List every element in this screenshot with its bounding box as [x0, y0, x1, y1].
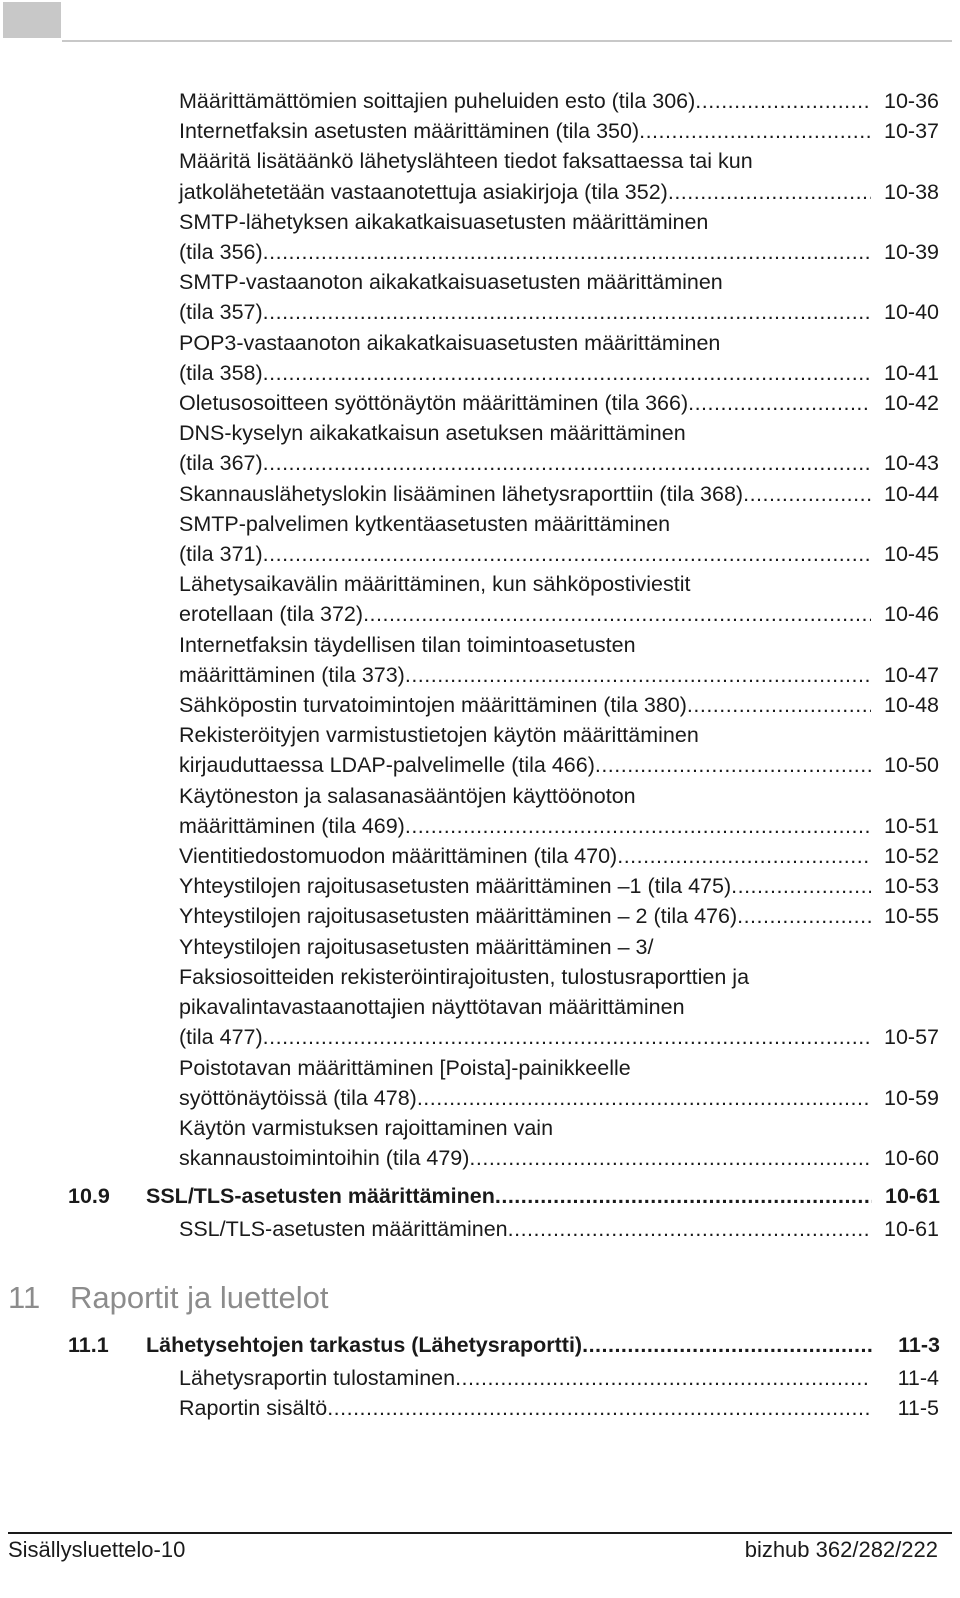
entry-title-line: Lähetysaikavälin määrittäminen, kun sähköpostiviestit [179, 572, 691, 597]
entry-title-line: SMTP-lähetyksen aikakatkaisuasetusten määrittäminen [179, 209, 709, 234]
entry-title-line: (tila 371) [179, 542, 263, 567]
entry-last-line [179, 479, 939, 509]
dot-leader [595, 750, 871, 780]
entry-title-line: (tila 367) [179, 451, 263, 476]
toc-entry-ssl-tls[interactable] [179, 1217, 939, 1242]
header-rule [62, 40, 952, 42]
entry-last-line [179, 237, 939, 267]
dot-leader [327, 1396, 871, 1421]
entry-title-line: (tila 357) [179, 300, 263, 325]
entry-title-line: jatkolähetetään vastaanotettuja asiakirjoja (tila 352) [179, 179, 668, 204]
dot-leader [731, 871, 871, 901]
entry-page: 10-37 [884, 119, 939, 144]
entry-title-line: Internetfaksin täydellisen tilan toimintoasetusten [179, 632, 636, 657]
dot-leader [363, 599, 871, 629]
entry-last-line [179, 539, 939, 569]
entry-page: 10-50 [884, 753, 939, 778]
dot-leader [639, 116, 871, 146]
toc-entry[interactable] [179, 841, 939, 871]
dot-leader [263, 358, 871, 388]
section-title: SSL/TLS-asetusten määrittäminen [146, 1184, 495, 1208]
dot-leader [582, 1333, 872, 1358]
entry-title-line: Faksiosoitteiden rekisteröintirajoitusten, tulostusraporttien ja [179, 964, 750, 989]
entry-title-line: SMTP-vastaanoton aikakatkaisuasetusten määrittäminen [179, 270, 723, 295]
toc-section-11-1[interactable] [68, 1333, 940, 1358]
toc-entry[interactable] [179, 901, 939, 931]
section-page: 11-3 [898, 1333, 940, 1357]
toc-entries-10-8 [0, 86, 960, 1173]
entry-page: 10-43 [884, 451, 939, 476]
entry-title: SSL/TLS-asetusten määrittäminen [179, 1217, 508, 1241]
chapter-number: 11 [8, 1280, 41, 1315]
toc-entry[interactable] [179, 479, 939, 509]
toc-entry[interactable] [179, 720, 939, 780]
entry-last-line [179, 750, 939, 780]
entry-page: 10-47 [884, 662, 939, 687]
section-number: 11.1 [68, 1333, 109, 1357]
toc-entry[interactable] [179, 86, 939, 116]
entry-last-line [179, 86, 939, 116]
entry-title-line: Skannauslähetyslokin lisääminen lähetysraporttiin (tila 368) [179, 481, 744, 506]
section-title: Lähetysehtojen tarkastus (Lähetysraportti) [146, 1333, 583, 1357]
entry-title-line: syöttönäytöissä (tila 478) [179, 1085, 417, 1110]
entry-last-line [179, 358, 939, 388]
entry-last-line [179, 1022, 939, 1052]
toc-entry[interactable] [179, 871, 939, 901]
entry-title-line: (tila 477) [179, 1025, 263, 1050]
toc-entry[interactable] [179, 418, 939, 478]
entry-page: 10-52 [884, 844, 939, 869]
toc-section-10-9[interactable] [68, 1184, 940, 1209]
entry-title-line: Rekisteröityjen varmistustietojen käytön määrittäminen [179, 723, 699, 748]
entry-page: 10-59 [884, 1085, 939, 1110]
entry-title-line: Internetfaksin asetusten määrittäminen (tila 350) [179, 119, 640, 144]
entry-last-line [179, 690, 939, 720]
toc-entry[interactable] [179, 267, 939, 327]
entry-title-line: Vientitiedostomuodon määrittäminen (tila 470) [179, 844, 618, 869]
section-page: 10-61 [885, 1184, 940, 1208]
toc-entry-report-contents[interactable] [179, 1396, 939, 1421]
toc-entry[interactable] [179, 1113, 939, 1173]
toc-entry[interactable] [179, 781, 939, 841]
entry-last-line [179, 871, 939, 901]
entry-last-line [179, 448, 939, 478]
entry-page: 10-36 [884, 89, 939, 113]
entry-title-line: määrittäminen (tila 469) [179, 813, 405, 838]
dot-leader [495, 1184, 872, 1209]
entry-last-line [179, 901, 939, 931]
chapter-heading[interactable] [8, 1280, 328, 1316]
toc-entry[interactable] [179, 146, 939, 206]
entry-page: 10-55 [884, 904, 939, 929]
entry-page: 11-4 [897, 1366, 939, 1390]
entry-page: 10-40 [884, 300, 939, 325]
entry-last-line [179, 116, 939, 146]
toc-entry[interactable] [179, 388, 939, 418]
entry-title-line: POP3-vastaanoton aikakatkaisuasetusten määrittäminen [179, 330, 721, 355]
entry-page: 10-60 [884, 1146, 939, 1171]
entry-page: 10-46 [884, 602, 939, 627]
entry-page: 10-44 [884, 481, 939, 506]
toc-entry[interactable] [179, 932, 939, 1053]
entry-title-line: Käytön varmistuksen rajoittaminen vain [179, 1115, 554, 1140]
dot-leader [263, 539, 871, 569]
entry-title-line: skannaustoimintoihin (tila 479) [179, 1146, 470, 1171]
dot-leader [417, 1083, 871, 1113]
toc-entry[interactable] [179, 116, 939, 146]
dot-leader [668, 177, 871, 207]
entry-title-line: Määrittämättömien soittajien puheluiden esto (tila 306) [179, 89, 696, 113]
entry-page: 10-38 [884, 179, 939, 204]
dot-leader [405, 811, 871, 841]
toc-entry[interactable] [179, 1053, 939, 1113]
entry-page: 10-51 [884, 813, 939, 838]
dot-leader [687, 690, 871, 720]
entry-title-line: Oletusosoitteen syöttönäytön määrittäminen (tila 366) [179, 391, 689, 416]
entry-title: Lähetysraportin tulostaminen [179, 1366, 456, 1390]
dot-leader [455, 1366, 871, 1391]
dot-leader [737, 901, 871, 931]
entry-last-line [179, 177, 939, 207]
entry-last-line [179, 811, 939, 841]
toc-entry[interactable] [179, 207, 939, 267]
entry-page: 10-57 [884, 1025, 939, 1050]
entry-title-line: Käytöneston ja salasanasääntöjen käyttöönoton [179, 783, 636, 808]
entry-page: 10-61 [884, 1217, 939, 1241]
toc-entry[interactable] [179, 630, 939, 690]
entry-title-line: määrittäminen (tila 373) [179, 662, 405, 687]
entry-page: 10-53 [884, 874, 939, 899]
dot-leader [508, 1217, 871, 1242]
toc-entry[interactable] [179, 569, 939, 629]
dot-leader [743, 479, 871, 509]
entry-page: 10-42 [884, 391, 939, 416]
entry-last-line [179, 297, 939, 327]
dot-leader [617, 841, 871, 871]
entry-title: Raportin sisältö [179, 1396, 328, 1420]
toc-entry[interactable] [179, 690, 939, 720]
entry-title-line: erotellaan (tila 372) [179, 602, 364, 627]
chapter-title: Raportit ja luettelot [70, 1280, 329, 1315]
entry-title-line: Poistotavan määrittäminen [Poista]-painikkeelle [179, 1055, 631, 1080]
entry-page: 10-41 [884, 360, 939, 385]
entry-title-line: Määritä lisätäänkö lähetyslähteen tiedot faksattaessa tai kun [179, 149, 753, 174]
entry-title-line: DNS-kyselyn aikakatkaisun asetuksen määrittäminen [179, 421, 686, 446]
entry-last-line [179, 388, 939, 418]
footer-product-name: bizhub 362/282/222 [744, 1537, 938, 1562]
entry-page: 10-39 [884, 240, 939, 265]
section-number: 10.9 [68, 1184, 110, 1208]
footer-page-label: Sisällysluettelo-10 [8, 1537, 186, 1562]
entry-title-line: (tila 356) [179, 240, 263, 265]
entry-title-line: Yhteystilojen rajoitusasetusten määrittäminen –1 (tila 475) [179, 874, 732, 899]
entry-last-line [179, 1083, 939, 1113]
dot-leader [688, 388, 871, 418]
footer-rule [8, 1532, 952, 1534]
entry-last-line [179, 599, 939, 629]
dot-leader [695, 86, 871, 116]
entry-title-line: Yhteystilojen rajoitusasetusten määrittäminen – 3/ [179, 934, 654, 959]
header-tab-block [3, 2, 61, 38]
dot-leader [263, 237, 871, 267]
toc-entry[interactable] [179, 509, 939, 569]
dot-leader [263, 448, 871, 478]
entry-page: 10-48 [884, 693, 939, 718]
entry-title-line: pikavalintavastaanottajien näyttötavan määrittäminen [179, 995, 685, 1020]
entry-title-line: (tila 358) [179, 360, 263, 385]
entry-page: 11-5 [897, 1396, 939, 1420]
toc-entry[interactable] [179, 328, 939, 388]
dot-leader [263, 1022, 871, 1052]
dot-leader [469, 1143, 871, 1173]
entry-title-line: Yhteystilojen rajoitusasetusten määrittäminen – 2 (tila 476) [179, 904, 738, 929]
entry-title-line: Sähköpostin turvatoimintojen määrittäminen (tila 380) [179, 693, 687, 718]
entry-last-line [179, 841, 939, 871]
entry-last-line [179, 660, 939, 690]
dot-leader [405, 660, 871, 690]
entry-last-line [179, 1143, 939, 1173]
entry-page: 10-45 [884, 542, 939, 567]
entry-title-line: kirjauduttaessa LDAP-palvelimelle (tila 466) [179, 753, 595, 778]
dot-leader [263, 297, 871, 327]
entry-title-line: SMTP-palvelimen kytkentäasetusten määrittäminen [179, 511, 671, 536]
toc-entry-report-print[interactable] [179, 1366, 939, 1391]
